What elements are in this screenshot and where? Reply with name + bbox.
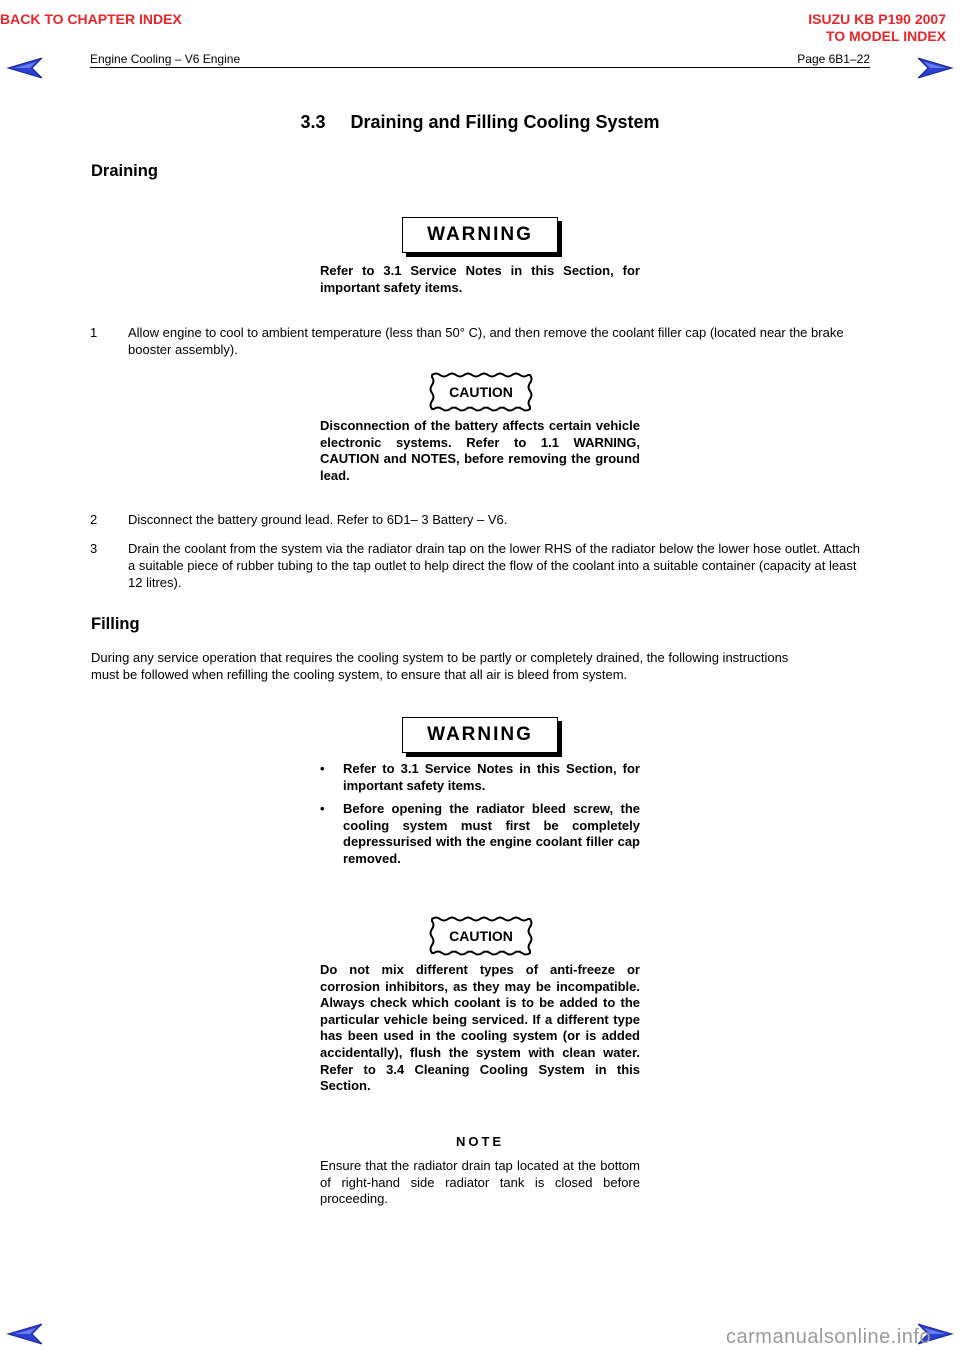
warning-label-box bbox=[402, 217, 558, 253]
filling-heading: Filling bbox=[91, 615, 140, 633]
bullet: • bbox=[320, 801, 325, 817]
model-title: ISUZU KB P190 2007 bbox=[808, 11, 946, 27]
warning-label: WARNING bbox=[427, 224, 533, 245]
draining-caution-text: Disconnection of the battery affects certain vehicle electronic systems. Refer to 1.1 WARNING, CAUTION and NOTES, before removing the ground lead. bbox=[320, 418, 640, 483]
filling-warning-list bbox=[320, 761, 640, 875]
caution-label: CAUTION bbox=[449, 384, 513, 400]
step-text: Disconnect the battery ground lead. Refer to 6D1– 3 Battery – V6. bbox=[128, 512, 508, 527]
watermark-text: carmanualsonline.info bbox=[726, 1326, 932, 1348]
back-to-chapter-index-link[interactable]: BACK TO CHAPTER INDEX bbox=[0, 11, 182, 27]
step-number: 3 bbox=[90, 541, 98, 556]
filling-caution-text: Do not mix different types of anti-freeze or corrosion inhibitors, as they may be incompatible. Always check which coolant is to be added to the particular vehicle being serviced. If a different type has been used in the cooling system (or is added accidentally), flush the system with clean water. Refer to 3.4 Cleaning Cooling System in this Section. bbox=[320, 962, 640, 1094]
step-text: Allow engine to cool to ambient temperature (less than 50° C), and then remove the coolant filler cap (located near the brake booster assembly). bbox=[128, 325, 844, 357]
warning-label: WARNING bbox=[427, 724, 533, 745]
draining-step-3 bbox=[90, 540, 870, 594]
note-label: NOTE bbox=[455, 1134, 505, 1149]
next-page-icon[interactable] bbox=[914, 56, 954, 80]
step-number: 2 bbox=[90, 512, 98, 527]
previous-page-icon[interactable] bbox=[6, 56, 46, 80]
header-page-number: Page 6B1–22 bbox=[797, 52, 870, 66]
list-item bbox=[320, 801, 640, 867]
bullet: • bbox=[320, 761, 325, 776]
bullet-text: Refer to 3.1 Service Notes in this Section, for important safety items. bbox=[343, 761, 640, 793]
draining-step-2 bbox=[90, 511, 870, 529]
caution-label-box bbox=[428, 916, 534, 956]
list-item bbox=[320, 761, 640, 794]
header-chapter-title: Engine Cooling – V6 Engine bbox=[90, 52, 241, 66]
previous-page-bottom-icon[interactable] bbox=[6, 1322, 46, 1346]
section-title: 3.3 Draining and Filling Cooling System bbox=[300, 112, 660, 132]
caution-label: CAUTION bbox=[449, 928, 513, 944]
filling-intro: During any service operation that requires the cooling system to be partly or completely drained, the following instructions must be followed when refilling the cooling system, to ensure that all air is bleed from system. bbox=[91, 650, 789, 682]
model-index-link[interactable] bbox=[808, 11, 946, 45]
draining-heading: Draining bbox=[91, 162, 158, 180]
header-rule bbox=[90, 67, 870, 68]
filling-note-text: Ensure that the radiator drain tap located at the bottom of right-hand side radiator tank is closed before proceeding. bbox=[320, 1158, 640, 1207]
bullet-text: Before opening the radiator bleed screw, the cooling system must first be completely depressurised with the engine coolant filler cap removed. bbox=[343, 801, 640, 866]
draining-warning-text: Refer to 3.1 Service Notes in this Section, for important safety items. bbox=[320, 263, 640, 295]
to-model-index: TO MODEL INDEX bbox=[825, 28, 946, 44]
warning-label-box bbox=[402, 717, 558, 753]
draining-step-1 bbox=[90, 324, 870, 360]
step-number: 1 bbox=[90, 325, 98, 340]
step-text: Drain the coolant from the system via the radiator drain tap on the lower RHS of the radiator below the lower hose outlet. Attach a suitable piece of rubber tubing to the tap outlet to help direct the flow of the coolant into a suitable container (capacity at least 12 litres). bbox=[128, 541, 860, 590]
caution-label-box bbox=[428, 372, 534, 412]
